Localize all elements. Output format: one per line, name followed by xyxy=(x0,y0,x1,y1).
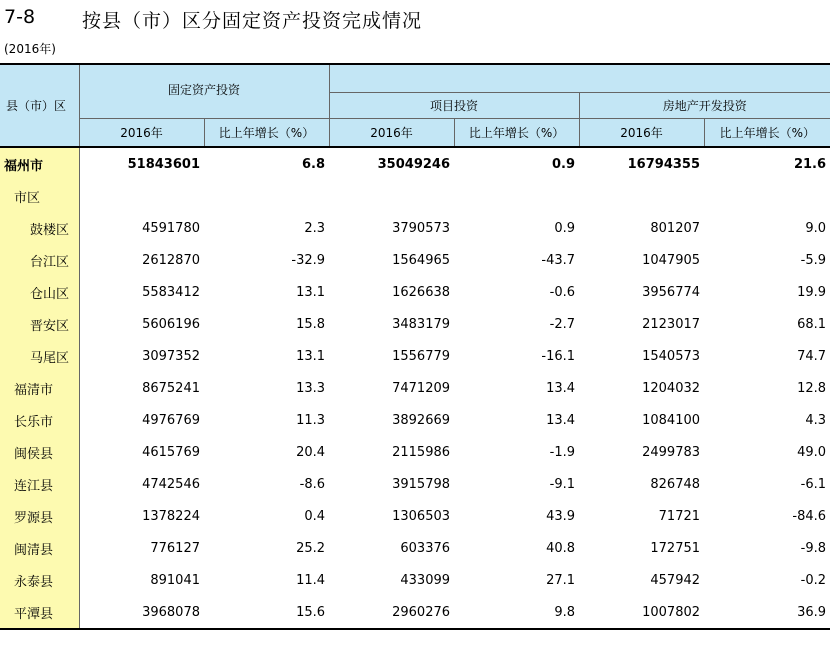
cell-value: 4615769 xyxy=(142,444,200,460)
fixed-growth-header: 比上年增长（%） xyxy=(204,119,329,148)
cell-value: -6.1 xyxy=(800,476,827,492)
cell-value: 68.1 xyxy=(797,316,827,332)
cell-value: 433099 xyxy=(400,572,451,588)
table-row xyxy=(0,372,830,404)
cell-value: 40.8 xyxy=(546,540,576,556)
cell-value: 0.4 xyxy=(304,508,326,524)
cell-value: 6.8 xyxy=(301,156,326,172)
region-name: 罗源县 xyxy=(0,500,79,532)
cell-value: 1306503 xyxy=(392,508,451,524)
cell-value: 21.6 xyxy=(793,156,827,172)
table-row xyxy=(0,500,830,532)
cell-value xyxy=(79,180,204,212)
table-row xyxy=(0,180,830,212)
cell-value: 603376 xyxy=(400,540,451,556)
fixed-asset-header: 固定资产投资 xyxy=(79,64,329,119)
cell-value: 49.0 xyxy=(797,444,827,460)
cell-value: 13.1 xyxy=(296,348,326,364)
cell-value xyxy=(704,180,830,212)
table-row xyxy=(0,244,830,276)
cell-value: -84.6 xyxy=(792,508,827,524)
cell-value: -16.1 xyxy=(541,348,576,364)
cell-value: 36.9 xyxy=(704,596,830,629)
cell-value: 172751 xyxy=(650,540,701,556)
cell-value: -43.7 xyxy=(541,252,576,268)
cell-value: -9.1 xyxy=(549,476,576,492)
cell-value: 11.3 xyxy=(296,412,326,428)
realestate-growth-header: 比上年增长（%） xyxy=(704,119,830,148)
investment-table-container xyxy=(0,63,830,630)
cell-value: 4.3 xyxy=(805,412,827,428)
cell-value: 13.3 xyxy=(296,380,326,396)
region-name: 福清市 xyxy=(0,372,79,404)
cell-value: 3097352 xyxy=(142,348,200,364)
region-name: 台江区 xyxy=(0,244,79,276)
cell-value xyxy=(204,180,329,212)
cell-value: 1204032 xyxy=(642,380,701,396)
project-year-header: 2016年 xyxy=(329,119,454,148)
cell-value: 3892669 xyxy=(392,412,451,428)
cell-value: 74.7 xyxy=(797,348,827,364)
header-spacer xyxy=(329,64,830,93)
region-name: 市区 xyxy=(0,180,79,212)
cell-value: 27.1 xyxy=(546,572,576,588)
cell-value: 1378224 xyxy=(142,508,200,524)
cell-value: -32.9 xyxy=(291,252,326,268)
cell-value: 5583412 xyxy=(142,284,200,300)
cell-value xyxy=(579,180,704,212)
region-name: 马尾区 xyxy=(0,340,79,372)
region-name: 鼓楼区 xyxy=(0,212,79,244)
region-name: 闽清县 xyxy=(0,532,79,564)
cell-value: 2.3 xyxy=(304,220,326,236)
cell-value: 1564965 xyxy=(392,252,451,268)
cell-value: 1626638 xyxy=(392,284,451,300)
cell-value: -9.8 xyxy=(800,540,827,556)
cell-value: 0.9 xyxy=(554,220,576,236)
region-header: 县（市）区 xyxy=(0,64,79,147)
table-row xyxy=(0,147,830,180)
region-name: 晋安区 xyxy=(0,308,79,340)
cell-value: -0.6 xyxy=(549,284,576,300)
table-header xyxy=(0,64,830,147)
cell-value xyxy=(329,180,454,212)
cell-value: 12.8 xyxy=(797,380,827,396)
cell-value: 2612870 xyxy=(142,252,200,268)
region-name: 永泰县 xyxy=(0,564,79,596)
region-name: 闽侯县 xyxy=(0,436,79,468)
cell-value: 2123017 xyxy=(642,316,701,332)
region-name: 福州市 xyxy=(0,147,79,180)
subtitle-year: (2016年) xyxy=(4,42,56,56)
cell-value: 43.9 xyxy=(546,508,576,524)
cell-value: 4742546 xyxy=(142,476,200,492)
table-row xyxy=(0,532,830,564)
cell-value: 51843601 xyxy=(127,156,200,172)
cell-value: 2960276 xyxy=(329,596,454,629)
cell-value: 5606196 xyxy=(142,316,200,332)
cell-value: -0.2 xyxy=(800,572,827,588)
cell-value: 7471209 xyxy=(392,380,451,396)
table-row xyxy=(0,308,830,340)
region-name: 仓山区 xyxy=(0,276,79,308)
cell-value: 891041 xyxy=(150,572,200,588)
realestate-year-header: 2016年 xyxy=(579,119,704,148)
cell-value: 1556779 xyxy=(392,348,451,364)
cell-value: -8.6 xyxy=(299,476,326,492)
cell-value: 1047905 xyxy=(642,252,701,268)
table-row xyxy=(0,436,830,468)
cell-value: 2115986 xyxy=(392,444,451,460)
cell-value: 9.0 xyxy=(805,220,827,236)
fixed-year-header: 2016年 xyxy=(79,119,204,148)
cell-value xyxy=(454,180,579,212)
cell-value: 11.4 xyxy=(296,572,326,588)
cell-value: 4976769 xyxy=(142,412,200,428)
table-row xyxy=(0,596,830,629)
page-title: 按县（市）区分固定资产投资完成情况 xyxy=(82,10,423,32)
cell-value: 25.2 xyxy=(296,540,326,556)
cell-value: 16794355 xyxy=(627,156,701,172)
table-body xyxy=(0,147,830,629)
real-estate-header: 房地产开发投资 xyxy=(579,93,830,119)
cell-value: 15.8 xyxy=(296,316,326,332)
cell-value: 1540573 xyxy=(642,348,701,364)
cell-value: 3790573 xyxy=(392,220,451,236)
cell-value: 3915798 xyxy=(392,476,451,492)
cell-value: -1.9 xyxy=(549,444,576,460)
cell-value: 71721 xyxy=(658,508,701,524)
table-row xyxy=(0,564,830,596)
cell-value: 13.4 xyxy=(546,380,576,396)
cell-value: 457942 xyxy=(650,572,701,588)
table-row xyxy=(0,340,830,372)
cell-value: 19.9 xyxy=(797,284,827,300)
table-row xyxy=(0,276,830,308)
cell-value: 15.6 xyxy=(204,596,329,629)
cell-value: 776127 xyxy=(150,540,200,556)
region-name: 平潭县 xyxy=(0,596,79,629)
cell-value: -5.9 xyxy=(800,252,827,268)
table-row xyxy=(0,468,830,500)
cell-value: 826748 xyxy=(650,476,701,492)
region-name: 连江县 xyxy=(0,468,79,500)
cell-value: 8675241 xyxy=(142,380,200,396)
cell-value: 3483179 xyxy=(392,316,451,332)
project-investment-header: 项目投资 xyxy=(329,93,579,119)
region-name: 长乐市 xyxy=(0,404,79,436)
table-number: 7-8 xyxy=(4,6,36,28)
cell-value: 801207 xyxy=(650,220,701,236)
table-row xyxy=(0,212,830,244)
cell-value: 2499783 xyxy=(642,444,701,460)
cell-value: 1007802 xyxy=(579,596,704,629)
cell-value: 35049246 xyxy=(377,156,451,172)
cell-value: 20.4 xyxy=(296,444,326,460)
cell-value: 1084100 xyxy=(642,412,701,428)
cell-value: -2.7 xyxy=(549,316,576,332)
cell-value: 0.9 xyxy=(551,156,576,172)
cell-value: 9.8 xyxy=(454,596,579,629)
project-growth-header: 比上年增长（%） xyxy=(454,119,579,148)
cell-value: 13.1 xyxy=(296,284,326,300)
cell-value: 4591780 xyxy=(142,220,200,236)
cell-value: 13.4 xyxy=(546,412,576,428)
table-row xyxy=(0,404,830,436)
cell-value: 3968078 xyxy=(79,596,204,629)
cell-value: 3956774 xyxy=(642,284,701,300)
investment-table xyxy=(0,63,830,630)
